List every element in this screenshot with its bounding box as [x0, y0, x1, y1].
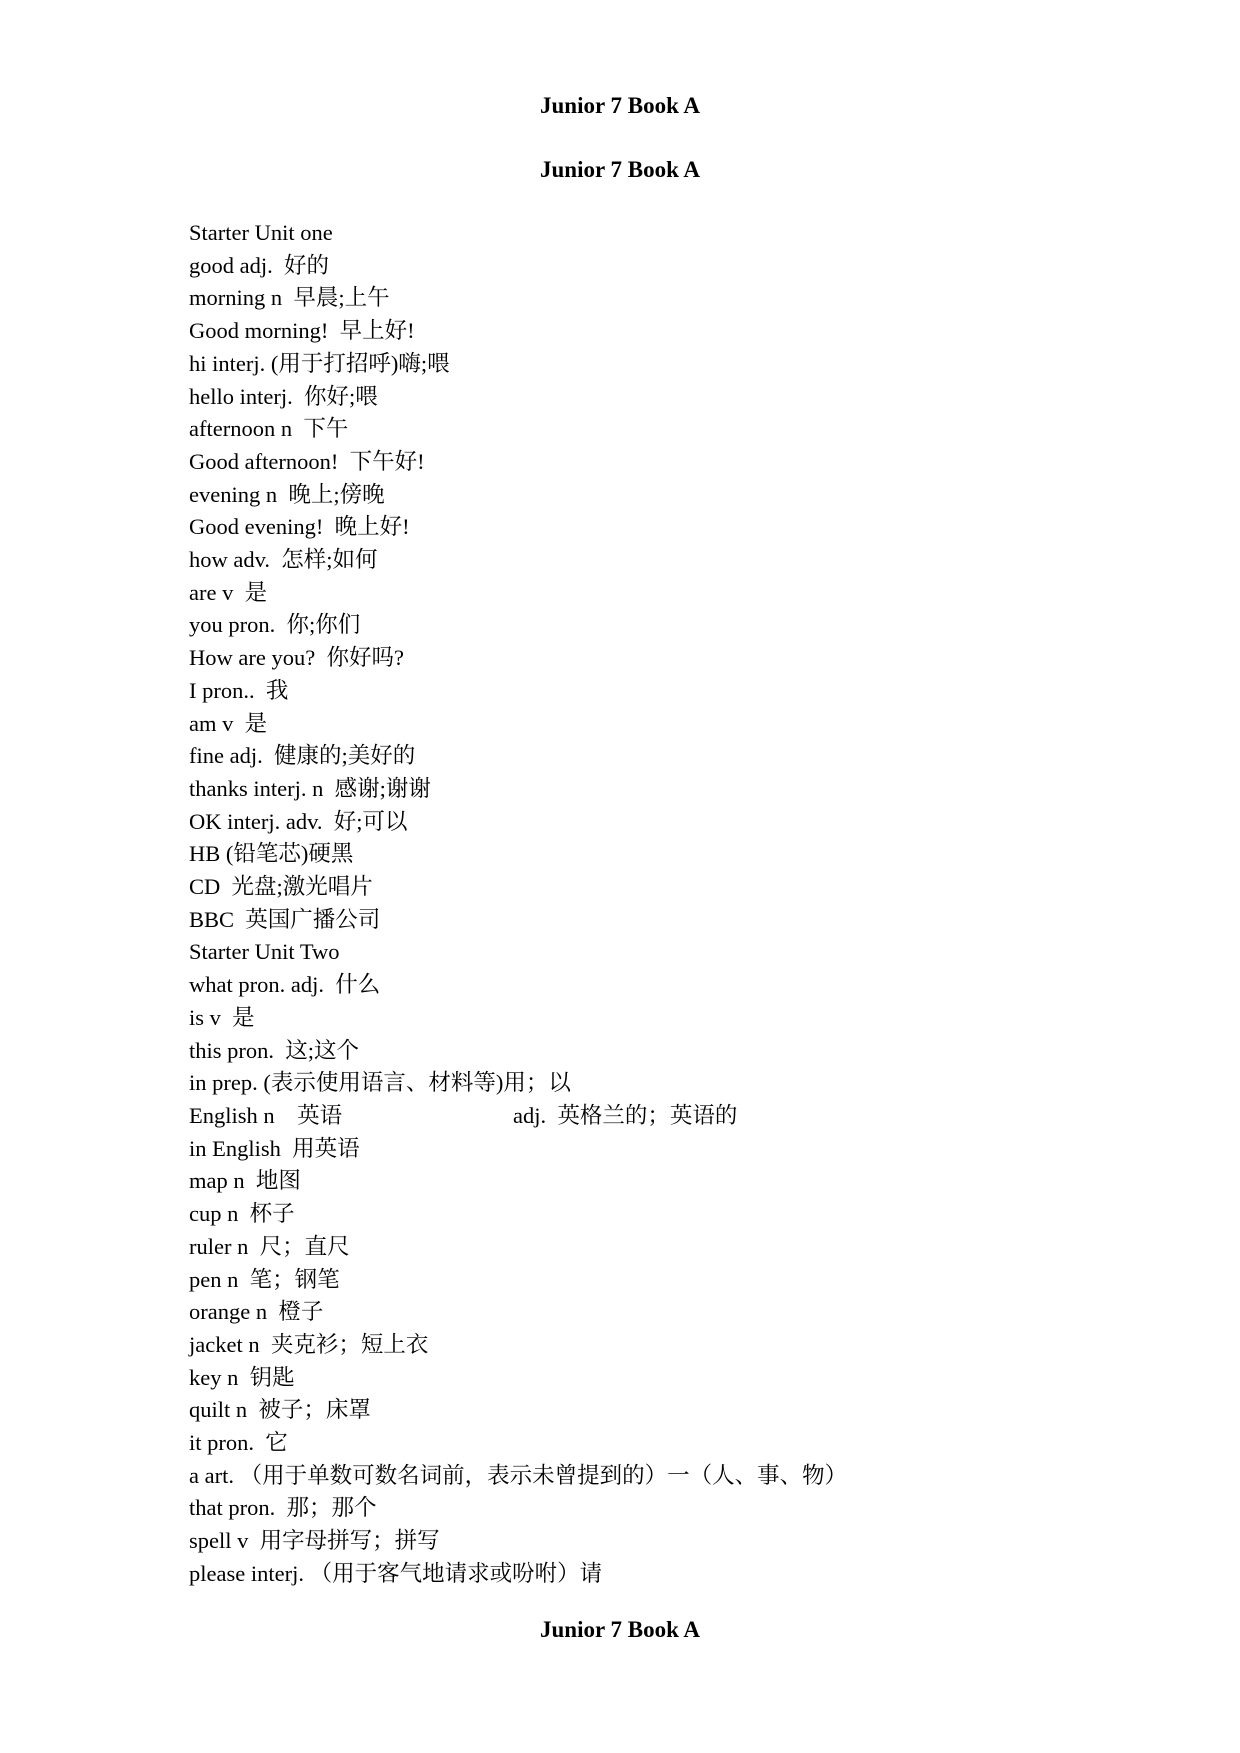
vocab-line: am v 是: [189, 710, 268, 736]
vocab-line: How are you? 你好吗?: [189, 645, 404, 671]
vocab-line: that pron. 那；那个: [189, 1495, 377, 1521]
vocab-line: in English 用英语: [189, 1135, 360, 1161]
vocab-line: CD 光盘;激光唱片: [189, 874, 373, 900]
vocab-line: orange n 橙子: [189, 1299, 324, 1325]
vocab-line: pen n 笔；钢笔: [189, 1266, 340, 1292]
vocab-line: how adv. 怎样;如何: [189, 547, 378, 573]
english-noun: English n 英语: [189, 1102, 343, 1128]
page-header: Junior 7 Book A: [540, 93, 700, 118]
vocab-line: is v 是: [189, 1004, 255, 1030]
vocab-line: a art. （用于单数可数名词前，表示未曾提到的）一（人、事、物）: [189, 1462, 848, 1488]
vocab-line: please interj. （用于客气地请求或吩咐）请: [189, 1560, 603, 1586]
vocab-line: evening n 晚上;傍晚: [189, 481, 385, 507]
vocab-line: afternoon n 下午: [189, 416, 349, 442]
vocab-line: cup n 杯子: [189, 1201, 295, 1227]
vocab-line: Good morning! 早上好!: [189, 318, 415, 344]
vocabulary-list: [189, 217, 847, 1591]
vocab-line: fine adj. 健康的;美好的: [189, 743, 416, 769]
vocab-line: in prep. (表示使用语言、材料等)用；以: [189, 1070, 571, 1096]
vocab-line: Starter Unit Two: [189, 939, 340, 965]
vocab-line: Good evening! 晚上好!: [189, 514, 410, 540]
vocab-line: BBC 英国广播公司: [189, 906, 381, 932]
vocab-line: jacket n 夹克衫；短上衣: [189, 1331, 429, 1357]
page-footer: Junior 7 Book A: [540, 1617, 700, 1642]
vocab-line: hi interj. (用于打招呼)嗨;喂: [189, 350, 450, 376]
vocab-line: this pron. 这;这个: [189, 1037, 360, 1063]
vocab-line: what pron. adj. 什么: [189, 972, 381, 998]
vocab-line: you pron. 你;你们: [189, 612, 361, 638]
vocab-line: hello interj. 你好;喂: [189, 383, 378, 409]
vocab-line: Starter Unit one: [189, 220, 333, 245]
vocab-line: good adj. 好的: [189, 252, 329, 278]
english-adj: adj. 英格兰的；英语的: [513, 1102, 738, 1128]
vocab-line: OK interj. adv. 好;可以: [189, 808, 408, 834]
vocab-line: it pron. 它: [189, 1430, 288, 1456]
vocab-line: quilt n 被子；床罩: [189, 1397, 371, 1423]
vocab-line: HB (铅笔芯)硬黑: [189, 841, 354, 867]
vocab-line: spell v 用字母拼写；拼写: [189, 1528, 440, 1554]
vocab-line: thanks interj. n 感谢;谢谢: [189, 775, 431, 801]
vocab-line: are v 是: [189, 579, 268, 605]
vocab-line: key n 钥匙: [189, 1364, 295, 1390]
vocab-line: morning n 早晨;上午: [189, 285, 390, 311]
vocab-line: ruler n 尺；直尺: [189, 1233, 350, 1259]
document-title: Junior 7 Book A: [540, 157, 700, 182]
vocab-line-english: [189, 1100, 847, 1133]
vocab-line: I pron.. 我: [189, 677, 289, 703]
vocab-line: map n 地图: [189, 1168, 301, 1194]
vocab-line: Good afternoon! 下午好!: [189, 448, 425, 474]
